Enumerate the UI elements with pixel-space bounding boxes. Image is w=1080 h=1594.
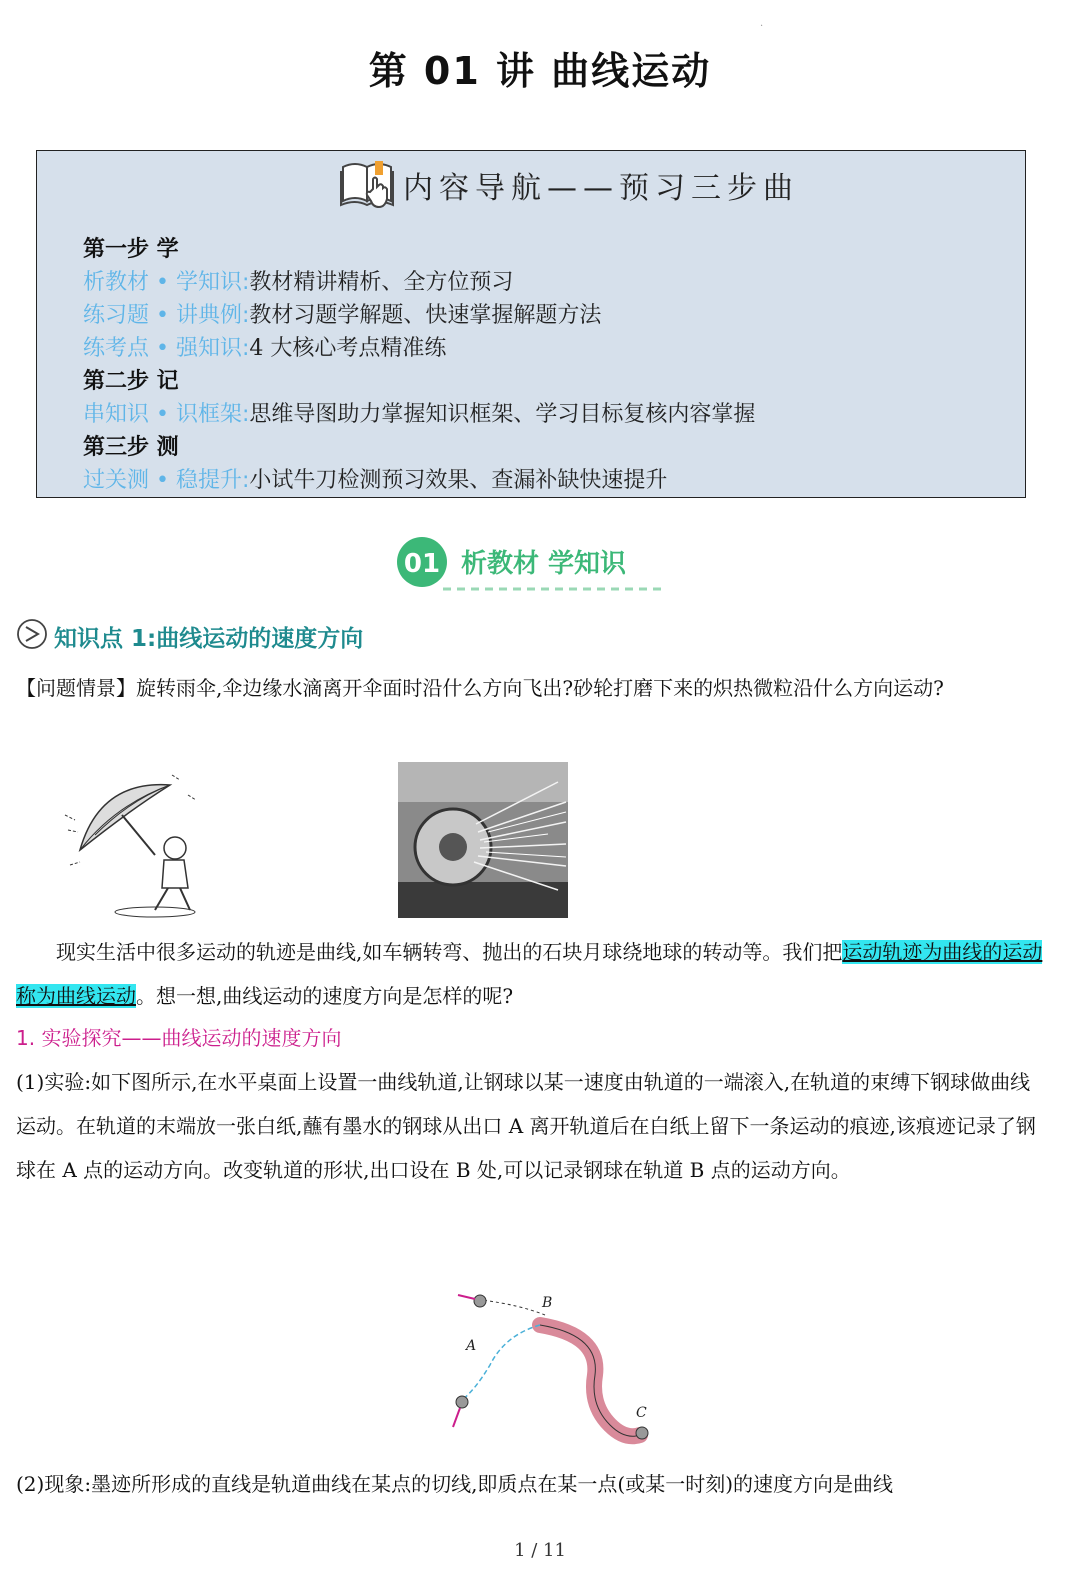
intro-paragraph xyxy=(16,930,1046,1018)
nav-row-desc: 4 大核心考点精准练 xyxy=(249,336,447,361)
question-paragraph: 【问题情景】旋转雨伞,伞边缘水滴离开伞面时沿什么方向飞出?砂轮打磨下来的炽热微粒沿什么方向运动? xyxy=(16,676,944,700)
top-mark: . xyxy=(760,18,764,29)
content-navigation-box xyxy=(36,150,1026,498)
grinding-wheel-photo xyxy=(398,762,568,922)
experiment-paragraph: (1)实验:如下图所示,在水平桌面上设置一曲线轨道,让钢球以某一速度由轨道的一端滚入,在轨道的束缚下钢球做曲线运动。在轨道的末端放一张白纸,蘸有墨水的钢球从出口 A 离开轨道后在白纸上留下一条运动的痕迹,该痕迹记录了钢球在 A 点的运动方向。改变轨道的形状,出口设在 B 处,可以记录钢球在轨道 B 点的运动方向。 xyxy=(16,1070,1036,1182)
intro-highlight: 运动轨迹为曲线的运动称为曲线运动 xyxy=(16,940,1043,1008)
nav-row-desc: 教材习题学解题、快速掌握解题方法 xyxy=(249,303,602,328)
knowledge-point-label: 知识点 1:曲线运动的速度方向 xyxy=(54,625,364,652)
nav-row-exam xyxy=(83,332,446,365)
nav-row-label: 练考点 • 强知识: xyxy=(83,336,250,361)
step-three: 第三步 测 xyxy=(83,435,179,460)
page-number: 1 / 11 xyxy=(514,1540,566,1561)
point-b-label: B xyxy=(542,1295,553,1311)
point-a-label: A xyxy=(466,1338,477,1354)
intro-text: 现实生活中很多运动的轨迹是曲线,如车辆转弯、抛出的石块月球绕地球的转动等。我们把 xyxy=(56,940,843,964)
step-one: 第一步 学 xyxy=(83,237,179,262)
section-badge xyxy=(395,535,675,595)
nav-row-label: 串知识 • 识框架: xyxy=(83,402,250,427)
nav-row-label: 过关测 • 稳提升: xyxy=(83,468,250,493)
nav-row-study xyxy=(83,266,513,299)
nav-row-desc: 教材精讲精析、全方位预习 xyxy=(249,270,514,295)
knowledge-point-heading xyxy=(16,618,363,654)
step-two: 第二步 记 xyxy=(83,369,179,394)
section-label: 析教材 学知识 xyxy=(461,549,627,579)
intro-text-end: 。想一想,曲线运动的速度方向是怎样的呢? xyxy=(136,984,514,1008)
phenomenon-paragraph: (2)现象:墨迹所形成的直线是轨道曲线在某点的切线,即质点在某一点(或某一时刻)的速度方向是曲线 xyxy=(16,1472,894,1496)
umbrella-illustration xyxy=(60,770,210,924)
section-number: 01 xyxy=(403,549,441,579)
nav-row-test xyxy=(83,464,667,497)
arrow-circle-icon xyxy=(16,618,48,654)
page-title: 第 01 讲 曲线运动 xyxy=(368,49,712,93)
nav-row-desc: 思维导图助力掌握知识框架、学习目标复核内容掌握 xyxy=(249,402,756,427)
nav-row-desc: 小试牛刀检测预习效果、查漏补缺快速提升 xyxy=(249,468,668,493)
nav-heading: 内容导航——预习三步曲 xyxy=(403,171,799,206)
point-c-label: C xyxy=(636,1405,647,1421)
nav-row-framework xyxy=(83,398,755,431)
nav-row-label: 练习题 • 讲典例: xyxy=(83,303,250,328)
nav-row-label: 析教材 • 学知识: xyxy=(83,270,250,295)
nav-row-practice xyxy=(83,299,601,332)
book-hand-icon xyxy=(337,155,399,215)
track-diagram xyxy=(420,1275,660,1464)
nav-header xyxy=(337,157,799,213)
experiment-heading: 1. 实验探究——曲线运动的速度方向 xyxy=(16,1026,342,1050)
